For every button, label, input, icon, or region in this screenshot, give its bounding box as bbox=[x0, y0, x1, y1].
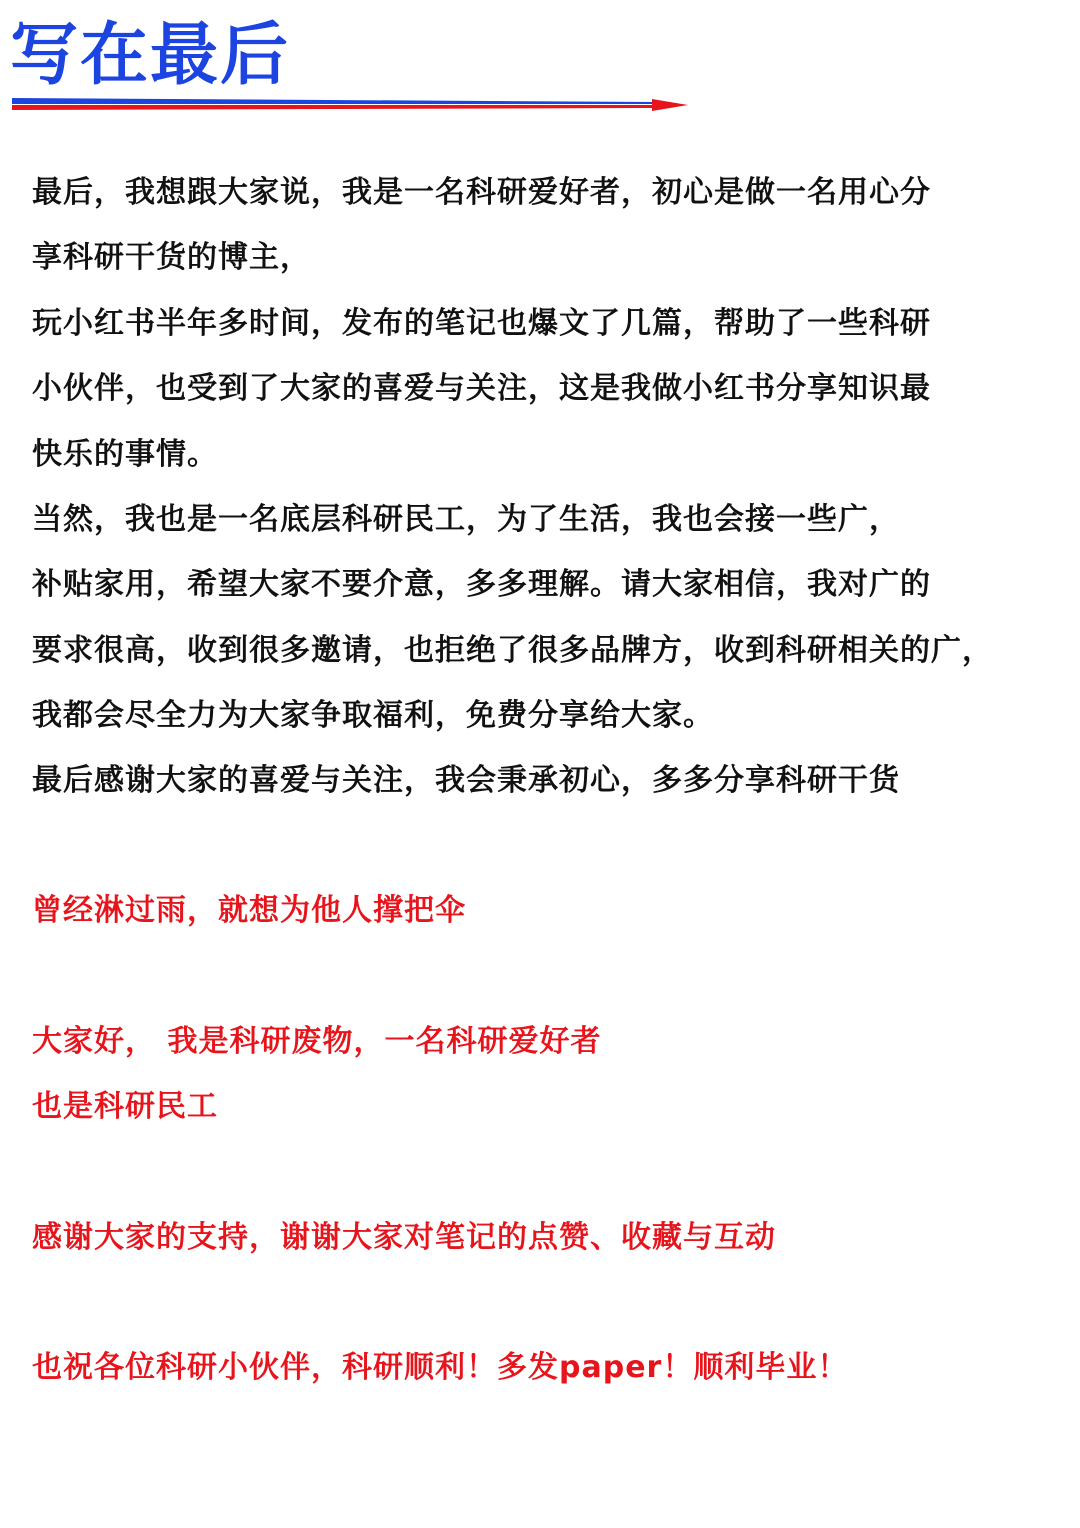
body-line-3: 玩小红书半年多时间，发布的笔记也爆文了几篇，帮助了一些科研 bbox=[32, 306, 931, 341]
highlight-line-1: 曾经淋过雨，就想为他人撑把伞 bbox=[32, 893, 466, 928]
body-line-7: 补贴家用，希望大家不要介意，多多理解。请大家相信，我对广的 bbox=[32, 567, 931, 602]
body-line-1: 最后，我想跟大家说，我是一名科研爱好者，初心是做一名用心分 bbox=[32, 175, 931, 210]
highlight-line-2: 大家好， 我是科研废物，一名科研爱好者 bbox=[32, 1024, 602, 1059]
title-underline-arrow bbox=[12, 98, 688, 112]
title-underline-blue bbox=[12, 98, 652, 104]
body-line-4: 小伙伴，也受到了大家的喜爱与关注，这是我做小红书分享知识最 bbox=[32, 371, 931, 406]
title-underline-arrowhead bbox=[652, 99, 688, 111]
body-line-6: 当然，我也是一名底层科研民工，为了生活，我也会接一些广， bbox=[32, 502, 900, 537]
body-line-8: 要求很高，收到很多邀请，也拒绝了很多品牌方，收到科研相关的广， bbox=[32, 633, 993, 668]
body-line-2: 享科研干货的博主， bbox=[32, 240, 311, 275]
highlight-line-5: 也祝各位科研小伙伴，科研顺利！多发paper！顺利毕业！ bbox=[32, 1350, 849, 1385]
body-line-10: 最后感谢大家的喜爱与关注，我会秉承初心，多多分享科研干货 bbox=[32, 763, 900, 798]
highlight-line-3: 也是科研民工 bbox=[32, 1089, 218, 1124]
page-title: 写在最后 bbox=[10, 16, 291, 95]
body-line-5: 快乐的事情。 bbox=[32, 437, 218, 472]
body-line-9: 我都会尽全力为大家争取福利，免费分享给大家。 bbox=[32, 698, 714, 733]
highlight-line-4: 感谢大家的支持，谢谢大家对笔记的点赞、收藏与互动 bbox=[32, 1220, 776, 1255]
title-underline-red bbox=[12, 105, 652, 110]
